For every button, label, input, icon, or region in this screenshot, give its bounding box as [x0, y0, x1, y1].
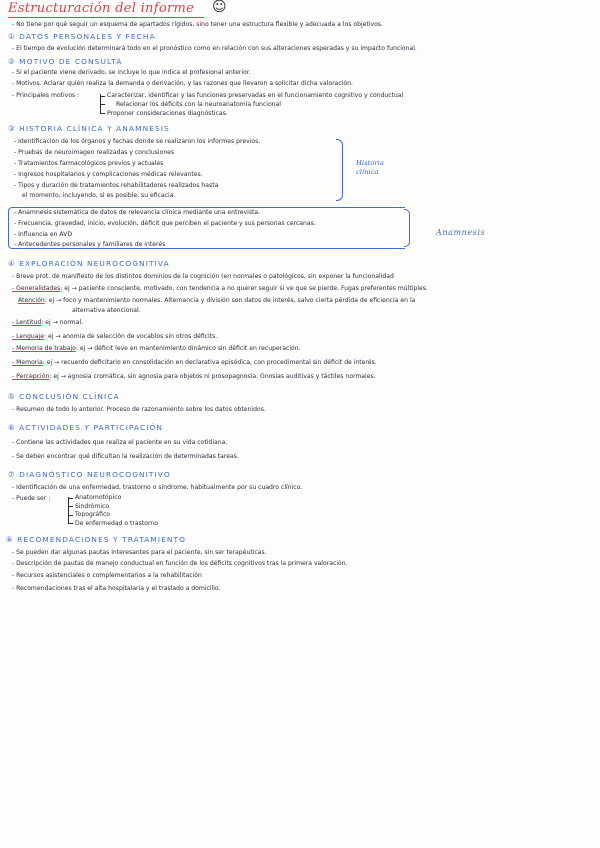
page-title: Estructuración del informe [8, 1, 195, 16]
s4-line-6-key: - Memoria de trabajo [12, 345, 76, 352]
s7-option-3: Topográfico [75, 511, 111, 518]
s4-line-6-text: : ej → déficit leve en mantenimiento dinámico sin déficit en recuperación. [75, 345, 301, 352]
s4-line-8-text: : ej → agnosia cromática, sin agnosia para objetos ni prosopagnosia. Gnosias auditivas y táctiles normales. [49, 373, 376, 380]
s2-branch-2: Relacionar los déficits con la neuroanatomía funcional [116, 101, 281, 108]
anamnesis-label: Anamnesis [436, 228, 486, 237]
s2-tree-tick-3 [100, 113, 105, 114]
section-6-heading: ⑥ ACTIVIDADES Y PARTICIPACIÓN [8, 423, 164, 432]
s4-line-5-key: - Lenguaje [12, 333, 44, 340]
historia-bracket [336, 139, 343, 201]
s7-tree-tick-2 [68, 506, 73, 507]
s3-line-6: el momento, incluyendo, si es posible, su eficacia. [22, 192, 176, 199]
s7-option-1: Anatomotópico [75, 494, 122, 501]
s3-line-3: - Tratamientos farmacológicos previos y actuales [14, 160, 164, 167]
s4-line-3b: alternativa atencional. [72, 307, 141, 314]
intro-text: - No tiene por qué seguir un esquema de apartados rígidos, sino tener una estructura flexible y adecuada a los objetivos. [12, 21, 383, 28]
section-8-heading: ⑧ RECOMENDACIONES Y TRATAMIENTO [6, 535, 187, 544]
s2-branch-3: Proponer consideraciones diagnósticas. [107, 110, 228, 117]
s2-line-2: - Motivos. Aclarar quién realiza la demanda o derivación, y las razones que llevaron a solicitar dicha valoración. [12, 80, 353, 87]
section-7-heading: ⑦ DIAGNÓSTICO NEUROCOGNITIVO [8, 470, 171, 479]
s4-line-7-key: - Memoria [12, 359, 43, 366]
section-5-heading: ⑤ CONCLUSIÓN CLÍNICA [8, 392, 120, 401]
historia-label-2: clínica [356, 168, 379, 176]
s4-line-6 [12, 345, 301, 353]
s4-line-4-text: : ej → normal. [41, 319, 83, 326]
s7-option-4: De enfermedad o trastorno [75, 520, 158, 527]
s4-line-5 [12, 333, 217, 341]
s2-tree-tick-2 [100, 104, 105, 105]
s3-line-5: - Tipos y duración de tratamientos rehabilitadores realizados hasta [14, 182, 219, 189]
s7-tree-line [68, 497, 69, 524]
s3-line-7: - Anamnesis sistemática de datos de relevancia clínica mediante una entrevista. [14, 209, 261, 216]
s5-line-1: - Resumen de todo lo anterior. Proceso de razonamiento sobre los datos obtenidos. [12, 406, 266, 413]
s6-line-2: - Se deben encontrar qué dificultan la realización de determinadas tareas. [12, 453, 239, 460]
s4-line-2-text: : ej → paciente consciente, motivado, con tendencia a no querer seguir si ve que se pierde. Fugas preferentes múltiples. [60, 285, 428, 292]
anamnesis-right-bracket [404, 209, 410, 247]
s8-line-1: - Se pueden dar algunas pautas interesantes para el paciente, sin ser terapéuticas. [12, 549, 267, 556]
s4-line-7 [12, 359, 377, 367]
s7-line-2: - Puede ser : [12, 495, 51, 502]
title-underline [8, 17, 204, 18]
s4-line-3-key: Atención [18, 297, 45, 304]
s3-line-2: - Pruebas de neuroimagen realizadas y conclusiones [14, 149, 175, 156]
s8-line-4: - Recomendaciones tras el alta hospitalaria y el traslado a domicilio. [12, 585, 221, 592]
s4-line-8 [12, 373, 376, 381]
s7-tree-tick-4 [68, 523, 73, 524]
s4-line-7-text: : ej → recuerdo deficitario en consolidación en declarativa episódica, con procedimental sin déficit de interés. [42, 359, 377, 366]
s6-line-1: - Contiene las actividades que realiza el paciente en su vida cotidiana. [12, 439, 228, 446]
s4-line-3 [18, 297, 415, 305]
s8-line-3: - Recursos asistenciales o complementarios a la rehabilitación [12, 572, 202, 579]
s4-line-2 [12, 285, 428, 293]
historia-label-1: Historia [356, 159, 384, 167]
s1-line-1: - El tiempo de evolución determinará todo en el pronóstico como en relación con sus alteraciones esperadas y su impacto funcional. [12, 45, 417, 52]
s2-line-3: - Principales motivos : [12, 92, 80, 99]
s4-line-2-key: - Generalidades [12, 285, 61, 292]
s3-line-9: - Influencia en AVD [14, 231, 73, 238]
section-2-heading: ② MOTIVO DE CONSULTA [8, 57, 123, 66]
section-1-heading: ① DATOS PERSONALES Y FECHA [8, 32, 156, 41]
s4-line-8-key: - Percepción [12, 373, 50, 380]
section-3-heading: ③ HISTORIA CLÍNICA Y ANAMNESIS [8, 124, 170, 133]
s7-line-1: - Identificación de una enfermedad, trastorno o síndrome, habitualmente por su cuadro clínico. [12, 484, 303, 491]
smiley-icon: ☺ [212, 0, 227, 15]
s4-line-1: - Breve prot. de manifiesto de los distintos dominios de la cognición (en normales o patológicos, sin exponer la funcionalidad [12, 273, 394, 280]
s4-line-4 [12, 319, 83, 327]
s4-line-4-key: - Lentitud [12, 319, 42, 326]
s4-line-5-text: : ej → anomia de selección de vocablos sin otros déficits. [43, 333, 218, 340]
s2-line-1: - Si el paciente viene derivado, se incluye lo que indica el profesional anterior. [12, 69, 251, 76]
s3-line-10: - Antecedentes personales y familiares de interés [14, 241, 166, 248]
s3-line-1: - Identificación de los órganos y fechas donde se realizaron los informes previos. [14, 138, 261, 145]
s8-line-2: - Descripción de pautas de manejo conductual en función de los déficits cognitivos tras la primera valoración. [12, 560, 348, 567]
s2-branch-1: Caracterizar, identificar y las funciones preservadas en el funcionamiento cognitivo y conductual [107, 92, 404, 99]
s7-tree-tick-3 [68, 515, 73, 516]
s3-line-8: - Frecuencia, gravedad, inicio, evolución, déficit que perciben el paciente y sus personas cercanas. [14, 220, 316, 227]
s4-line-3-text: : ej → foco y mantenimiento normales. Alternancia y división son datos de interés, salvo cierta pérdida de eficiencia en la [44, 297, 416, 304]
s7-option-2: Sindrómico [75, 503, 110, 510]
section-4-heading: ④ EXPLORACIÓN NEUROCOGNITIVA [8, 259, 170, 268]
s3-line-4: - Ingresos hospitalarios y complicaciones médicas relevantes. [14, 171, 203, 178]
s2-tree-tick-1 [100, 96, 105, 97]
s7-tree-tick-1 [68, 498, 73, 499]
